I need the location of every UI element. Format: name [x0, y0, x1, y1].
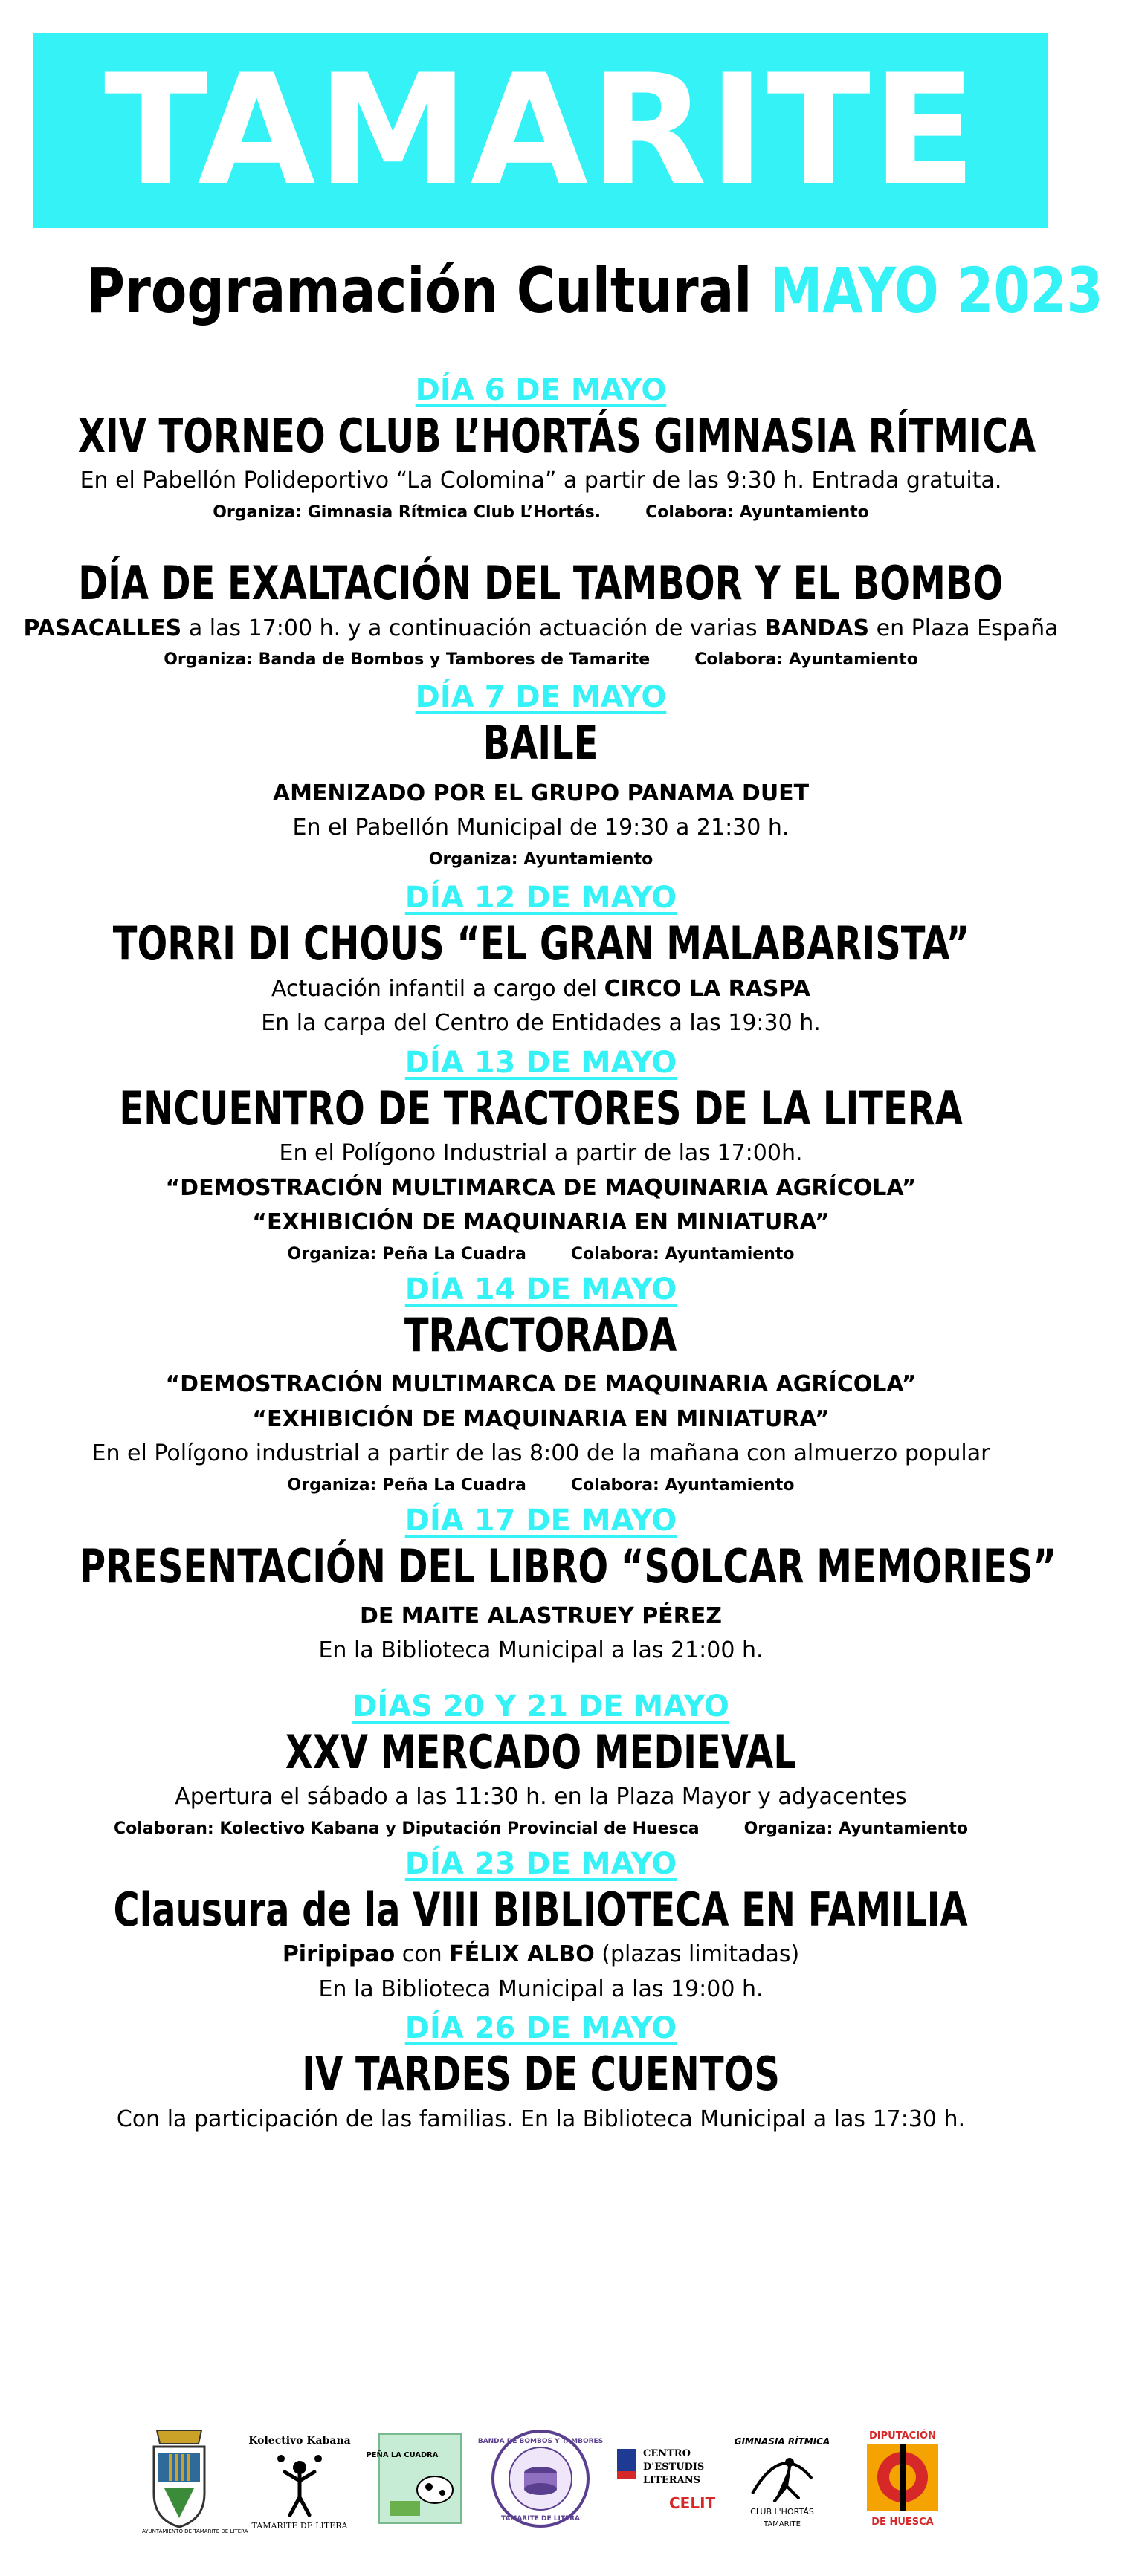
- event-title: DÍA DE EXALTACIÓN DEL TAMBOR Y EL BOMBO: [78, 556, 1004, 611]
- event-block: [0, 1271, 1082, 1499]
- event-block: [0, 1502, 1082, 1668]
- gymnast-icon: [730, 2427, 834, 2531]
- event-line-text: con: [395, 1941, 450, 1968]
- event-line: “EXHIBICIÓN DE MAQUINARIA EN MINIATURA”: [252, 1405, 830, 1432]
- event-organizer: Organiza: Ayuntamiento: [743, 1819, 968, 1838]
- event-line: En el Polígono Industrial a partir de las 17:00h.: [279, 1140, 803, 1167]
- celit-line: D'ESTUDIS: [642, 2462, 704, 2473]
- celit-brand: CELIT: [668, 2494, 715, 2512]
- event-title: ENCUENTRO DE TRACTORES DE LA LITERA: [119, 1081, 963, 1136]
- event-date: DÍA 7 DE MAYO: [415, 679, 667, 714]
- event-block: [0, 879, 1082, 1041]
- banner-title: TAMARITE: [103, 42, 978, 219]
- event-credits: [0, 1472, 1082, 1499]
- banda-bombos-logo: [478, 2423, 604, 2534]
- event-title: BAILE: [483, 715, 598, 770]
- event-line: “DEMOSTRACIÓN MULTIMARCA DE MAQUINARIA AGRÍCOLA”: [165, 1174, 917, 1201]
- event-collaborator: Colabora: Ayuntamiento: [570, 1475, 795, 1495]
- event-date: DÍA 17 DE MAYO: [404, 1504, 677, 1538]
- celit-logo: [613, 2423, 715, 2534]
- event-line: “EXHIBICIÓN DE MAQUINARIA EN MINIATURA”: [252, 1209, 830, 1236]
- event-title: Clausura de la VIII BIBLIOTECA EN FAMILIA: [113, 1882, 969, 1937]
- event-block: [0, 1845, 1082, 2007]
- event-title: IV TARDES DE CUENTOS: [302, 2047, 780, 2102]
- event-date: DÍAS 20 Y 21 DE MAYO: [352, 1689, 729, 1724]
- event-collaborator: Colabora: Ayuntamiento: [570, 1244, 795, 1263]
- event-date: DÍA 14 DE MAYO: [404, 1272, 677, 1307]
- event-credits: [0, 646, 1082, 673]
- drum-icon: [478, 2427, 604, 2531]
- event-organizer: Organiza: Banda de Bombos y Tambores de Tamarite: [164, 650, 651, 670]
- event-title: XXV MERCADO MEDIEVAL: [285, 1724, 797, 1779]
- event-block: [0, 679, 1082, 874]
- event-date: DÍA 13 DE MAYO: [404, 1045, 677, 1080]
- event-block: [0, 1688, 1082, 1842]
- event-organizer: Organiza: Peña La Cuadra: [287, 1475, 526, 1495]
- event-line-text: (plazas limitadas): [594, 1941, 800, 1968]
- sponsor-logos: [0, 2412, 1082, 2546]
- ayuntamiento-label: AYUNTAMIENTO DE TAMARITE DE LITERA: [142, 2528, 248, 2534]
- event-title: TORRI DI CHOUS “EL GRAN MALABARISTA”: [112, 916, 969, 971]
- event-date: DÍA 26 DE MAYO: [404, 2011, 677, 2046]
- celit-line: CENTRO: [642, 2448, 691, 2459]
- event-line-text: Actuación infantil a cargo del: [271, 975, 604, 1002]
- event-line: Con la participación de las familias. En la Biblioteca Municipal a las 17:30 h.: [116, 2106, 966, 2132]
- event-title: TRACTORADA: [404, 1308, 677, 1363]
- kolectivo-kabana-logo: [248, 2423, 351, 2534]
- celit-line: LITERANS: [642, 2475, 700, 2486]
- event-collaborator: Colabora: Ayuntamiento: [694, 650, 918, 670]
- celit-icon: [613, 2434, 715, 2523]
- event-date: DÍA 6 DE MAYO: [415, 373, 667, 407]
- event-organizer: Organiza: Ayuntamiento: [428, 850, 653, 869]
- event-line: En el Polígono industrial a partir de las 8:00 de la mañana con almuerzo popular: [91, 1440, 990, 1467]
- gim-line: TAMARITE: [763, 2520, 801, 2528]
- dip-label: DIPUTACIÓN: [868, 2430, 936, 2441]
- event-line-bold: CIRCO LA RASPA: [604, 975, 810, 1002]
- event-date: DÍA 12 DE MAYO: [404, 881, 677, 916]
- gimnasia-logo: [734, 2423, 830, 2534]
- event-line: DE MAITE ALASTRUEY PÉREZ: [359, 1602, 723, 1629]
- event-block: [0, 2010, 1082, 2137]
- event-title: PRESENTACIÓN DEL LIBRO “SOLCAR MEMORIES”: [79, 1539, 1056, 1594]
- event-line: En el Pabellón Municipal de 19:30 a 21:30 h.: [292, 815, 790, 841]
- event-line: [0, 972, 1082, 1007]
- event-line: [0, 1938, 1082, 1973]
- event-collaborator: Colaboran: Kolectivo Kabana y Diputación Provincial de Huesca: [114, 1819, 700, 1838]
- event-title: XIV TORNEO CLUB L’HORTÁS GIMNASIA RÍTMICA: [77, 409, 1036, 463]
- kolectivo-label: Kolectivo Kabana: [248, 2435, 351, 2447]
- juggler-icon: [248, 2423, 351, 2534]
- subtitle-text: Programación Cultural: [86, 254, 752, 327]
- event-line-text: en Plaza España: [869, 615, 1059, 641]
- event-date: DÍA 23 DE MAYO: [404, 1846, 677, 1881]
- event-line-bold: Piripipao: [282, 1941, 396, 1968]
- event-line-text: a las 17:00 h. y a continuación actuación de varias: [181, 615, 765, 641]
- event-block: [0, 556, 1082, 673]
- pena-label: PEÑA LA CUADRA: [366, 2451, 439, 2459]
- banda-label: BANDA DE BOMBOS Y TAMBORES: [478, 2438, 604, 2445]
- event-line: [0, 612, 1082, 647]
- event-line: AMENIZADO POR EL GRUPO PANAMA DUET: [272, 780, 810, 806]
- gim-label: GIMNASIA RÍTMICA: [734, 2436, 830, 2447]
- event-line-bold: FÉLIX ALBO: [449, 1941, 595, 1968]
- pena-la-cuadra-logo: [366, 2423, 468, 2534]
- event-credits: [0, 1815, 1082, 1842]
- event-block: [0, 372, 1082, 526]
- banda-sub: TAMARITE DE LITERA: [501, 2515, 581, 2522]
- event-collaborator: Colabora: Ayuntamiento: [645, 502, 869, 522]
- kolectivo-sub: TAMARITE DE LITERA: [251, 2521, 348, 2531]
- event-line: En la carpa del Centro de Entidades a las 19:30 h.: [261, 1010, 821, 1037]
- event-line: Apertura el sábado a las 11:30 h. en la Plaza Mayor y adyacentes: [175, 1784, 907, 1810]
- event-block: [0, 1044, 1082, 1268]
- event-credits: [0, 1240, 1082, 1268]
- event-line: En el Pabellón Polideportivo “La Colomina” a partir de las 9:30 h. Entrada gratuita.: [80, 467, 1002, 494]
- page-subtitle: [86, 254, 1103, 327]
- cow-icon: [366, 2430, 465, 2527]
- event-line: “DEMOSTRACIÓN MULTIMARCA DE MAQUINARIA AGRÍCOLA”: [165, 1371, 917, 1398]
- event-organizer: Organiza: Peña La Cuadra: [287, 1244, 526, 1263]
- diputacion-icon: [858, 2427, 947, 2531]
- coat-of-arms-icon: [135, 2423, 248, 2534]
- diputacion-huesca-logo: [854, 2423, 951, 2534]
- event-line: En la Biblioteca Municipal a las 19:00 h.: [318, 1975, 764, 2002]
- gim-line: CLUB L'HORTÁS: [749, 2507, 814, 2517]
- event-line: En la Biblioteca Municipal a las 21:00 h.: [318, 1637, 764, 1664]
- event-line-bold: PASACALLES: [23, 615, 182, 641]
- event-organizer: Organiza: Gimnasia Rítmica Club L’Hortás.: [213, 502, 601, 522]
- event-list: [0, 372, 1082, 2137]
- event-line-bold: BANDAS: [764, 615, 870, 641]
- event-credits: [0, 499, 1082, 526]
- dip-sub: DE HUESCA: [871, 2517, 934, 2528]
- subtitle-accent: MAYO 2023: [770, 254, 1103, 327]
- title-banner: [33, 33, 1048, 228]
- ayuntamiento-logo: [131, 2423, 248, 2534]
